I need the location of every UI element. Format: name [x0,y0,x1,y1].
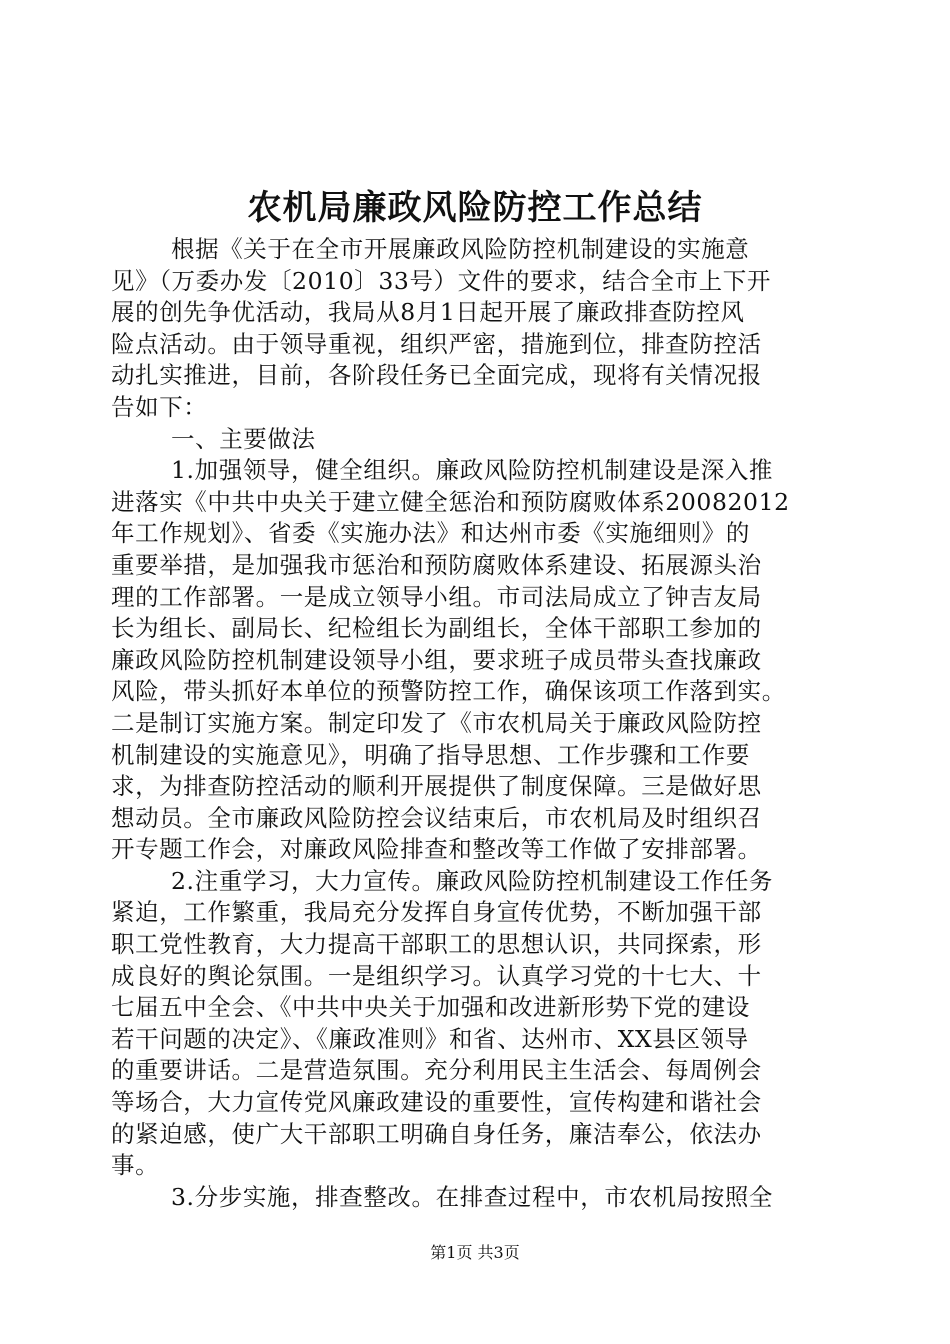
body-line: 3.分步实施，排查整改。在排查过程中，市农机局按照全 [171,1182,774,1211]
body-line: 1.加强领导，健全组织。廉政风险防控机制建设是深入推 [171,456,774,485]
document-body [111,234,846,1213]
body-line: 动扎实推进，目前，各阶段任务已全面完成，现将有关情况报 [111,361,762,390]
body-line: 风险，带头抓好本单位的预警防控工作，确保该项工作落到实。 [111,677,786,706]
body-line: 的重要讲话。二是营造氛围。充分利用民主生活会、每周例会 [111,1056,762,1085]
body-line: 七届五中全会、《中共中央关于加强和改进新形势下党的建设 [111,993,750,1022]
body-line: 年工作规划》、省委《实施办法》和达州市委《实施细则》的 [111,519,750,548]
body-line: 紧迫，工作繁重，我局充分发挥自身宣传优势，不断加强干部 [111,898,762,927]
body-line: 职工党性教育，大力提高干部职工的思想认识，共同探索，形 [111,930,762,959]
body-line: 求，为排查防控活动的顺利开展提供了制度保障。三是做好思 [111,772,762,801]
page-footer: 第1页 共3页 [430,1243,520,1262]
body-line: 机制建设的实施意见》，明确了指导思想、工作步骤和工作要 [111,740,750,769]
body-line: 长为组长、副局长、纪检组长为副组长，全体干部职工参加的 [111,614,762,643]
body-line: 进落实《中共中央关于建立健全惩治和预防腐败体系20082012 [111,487,790,516]
body-line: 一、主要做法 [171,424,316,453]
body-line: 理的工作部署。一是成立领导小组。市司法局成立了钟吉友局 [111,582,762,611]
body-line: 告如下： [111,392,208,421]
body-line: 等场合，大力宣传党风廉政建设的重要性，宣传构建和谐社会 [111,1088,762,1117]
body-line: 2.注重学习，大力宣传。廉政风险防控机制建设工作任务 [171,866,774,895]
document-title: 农机局廉政风险防控工作总结 [247,188,703,228]
body-line: 想动员。全市廉政风险防控会议结束后，市农机局及时组织召 [111,803,762,832]
body-line: 若干问题的决定》、《廉政准则》和省、达州市、XX县区领导 [111,1024,749,1053]
body-line: 见》（万委办发〔2010〕33号）文件的要求，结合全市上下开 [111,266,771,295]
body-line: 根据《关于在全市开展廉政风险防控机制建设的实施意 [171,235,750,263]
body-line: 成良好的舆论氛围。一是组织学习。认真学习党的十七大、十 [111,961,762,990]
body-line: 事。 [111,1151,160,1180]
body-line: 二是制订实施方案。制定印发了《市农机局关于廉政风险防控 [111,708,762,737]
body-line: 开专题工作会，对廉政风险排查和整改等工作做了安排部署。 [111,835,762,864]
body-line: 展的创先争优活动，我局从8月1日起开展了廉政排查防控风 [111,298,745,327]
body-line: 险点活动。由于领导重视，组织严密，措施到位，排查防控活 [111,329,762,358]
body-line: 重要举措，是加强我市惩治和预防腐败体系建设、拓展源头治 [111,550,762,579]
body-line: 的紧迫感，使广大干部职工明确自身任务，廉洁奉公，依法办 [111,1119,762,1148]
body-line: 廉政风险防控机制建设领导小组，要求班子成员带头查找廉政 [111,645,762,674]
